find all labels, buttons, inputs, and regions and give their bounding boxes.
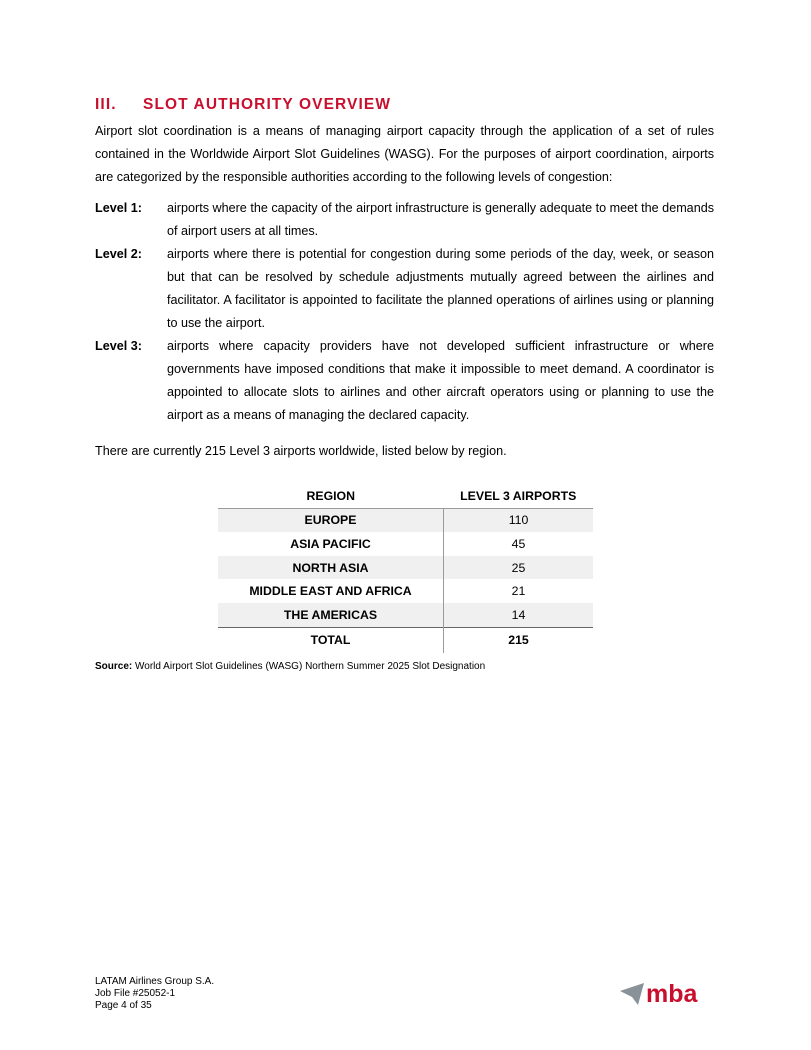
region-cell: NORTH ASIA (218, 556, 444, 580)
section-title: SLOT AUTHORITY OVERVIEW (143, 96, 392, 113)
logo-mark-icon (620, 983, 644, 1005)
region-cell: EUROPE (218, 508, 444, 532)
count-cell: 110 (444, 508, 594, 532)
source-note (95, 661, 485, 672)
region-cell: ASIA PACIFIC (218, 532, 444, 556)
congestion-levels (95, 197, 714, 427)
level-2-label: Level 2: (95, 247, 142, 261)
footer-page-number: Page 4 of 35 (95, 1000, 152, 1011)
total-count-cell: 215 (444, 627, 594, 653)
summary-text: There are currently 215 Level 3 airports worldwide, listed below by region. (95, 444, 507, 458)
level-1-label: Level 1: (95, 201, 142, 215)
source-label: Source: (95, 661, 133, 672)
footer-job-file: Job File #25052-1 (95, 988, 176, 999)
table-row (218, 579, 593, 603)
footer-company: LATAM Airlines Group S.A. (95, 976, 215, 987)
level-1-text: airports where the capacity of the airport infrastructure is generally adequate to meet the demands of airport users at all times. (167, 201, 714, 238)
page-footer (95, 976, 214, 1012)
count-cell: 45 (511, 536, 526, 551)
header-level3-airports: LEVEL 3 AIRPORTS (444, 484, 594, 508)
logo-text: mba (646, 980, 698, 1006)
table-total-row (218, 627, 593, 653)
table-row (218, 508, 593, 532)
region-cell: MIDDLE EAST AND AFRICA (218, 579, 444, 603)
section-heading (95, 96, 391, 114)
table-row (218, 556, 593, 580)
level3-airports-table (218, 484, 593, 653)
table-row (218, 603, 593, 627)
count-cell: 14 (444, 603, 594, 627)
table-header-row (218, 484, 593, 508)
level-3-label: Level 3: (95, 339, 142, 353)
level-2-text: airports where there is potential for congestion during some periods of the day, week, or season but that can be resolved by schedule adjustments mutually agreed between the airlines and facilitator. A facilitator is appointed to facilitate the planned operations of airlines using or planning to use the airport. (167, 247, 714, 330)
count-cell: 21 (511, 584, 526, 599)
intro-paragraph: Airport slot coordination is a means of managing airport capacity through the application of a set of rules contained in the Worldwide Airport Slot Guidelines (WASG). For the purposes of airport coordination, airports are categorized by the responsible authorities according to the following levels of congestion: (95, 124, 714, 184)
section-number: III. (95, 96, 117, 113)
count-cell: 25 (444, 556, 594, 580)
level-1-item (95, 197, 714, 243)
level-3-text: airports where capacity providers have not developed sufficient infrastructure or where governments have imposed conditions that make it impossible to meet demand. A coordinator is appointed to allocate slots to airlines and other aircraft operators using or planning to use the airport as a means of managing the declared capacity. (167, 339, 714, 422)
region-cell: THE AMERICAS (218, 603, 444, 627)
table-row (218, 532, 593, 556)
mba-logo (620, 978, 716, 1006)
header-region: REGION (218, 484, 444, 508)
source-text: World Airport Slot Guidelines (WASG) Northern Summer 2025 Slot Designation (135, 661, 486, 672)
level-2-item (95, 243, 714, 335)
level-3-item (95, 335, 714, 427)
total-label-cell: TOTAL (218, 627, 444, 653)
